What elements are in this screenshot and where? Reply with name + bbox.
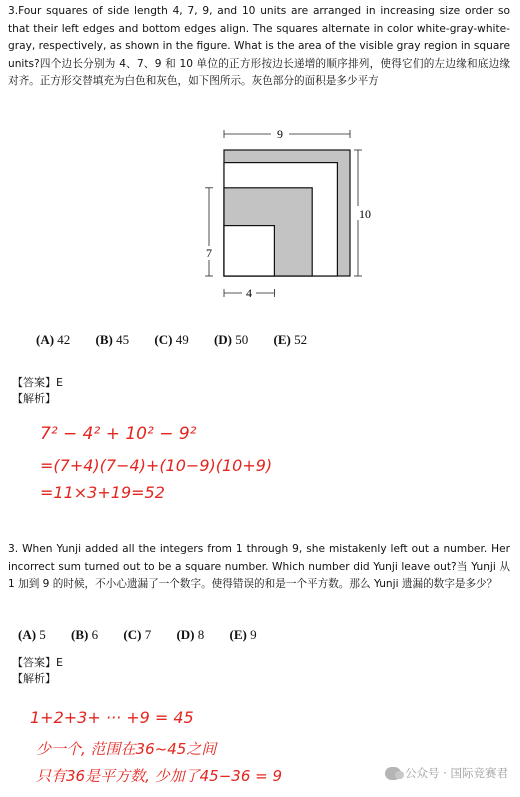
choice-d[interactable]: (D) 8 — [176, 627, 205, 642]
problem-2-text — [8, 541, 510, 594]
choice-e[interactable]: (E) 52 — [273, 332, 308, 347]
problem-2-choices — [18, 627, 279, 643]
choice-a[interactable]: (A) 42 — [36, 332, 71, 347]
label-nine: 9 — [277, 127, 283, 141]
label-four: 4 — [246, 286, 252, 300]
squares-figure — [195, 120, 375, 305]
choice-c[interactable]: (C) 7 — [123, 627, 152, 642]
handwriting-2-line-3: 只有36是平方数, 少加了45−36 = 9 — [36, 767, 283, 785]
handwriting-2-line-1: 1+2+3+ ··· +9 = 45 — [30, 708, 194, 727]
watermark — [385, 765, 508, 781]
problem-1-answer: 【答案】E — [12, 376, 63, 389]
choice-d[interactable]: (D) 50 — [213, 332, 249, 347]
label-ten: 10 — [359, 207, 371, 221]
watermark-text: 公众号 · 国际竞赛君 — [405, 766, 508, 780]
problem-2-analysis-label: 【解析】 — [12, 672, 56, 685]
choice-e[interactable]: (E) 9 — [229, 627, 257, 642]
choice-b[interactable]: (B) 45 — [95, 332, 130, 347]
problem-1-choices — [36, 332, 329, 348]
handwriting-1-line-3: =11×3+19=52 — [40, 483, 165, 502]
problem-2-chinese: 当 Yunji 从 1 加到 9 的时候，不小心遗漏了一个数字。使得错误的和是一个平方数。那么 Yunji 遗漏的数字是多少？ — [8, 560, 510, 590]
problem-2-english: 3. When Yunji added all the integers from 1 through 9, she mistakenly left out a number. Her incorrect sum turned out to be a square number. Which number did Yunji leave out? — [8, 543, 510, 573]
problem-1-text — [8, 3, 510, 91]
choice-a[interactable]: (A) 5 — [18, 627, 46, 642]
handwriting-1-line-1: 7² − 4² + 10² − 9² — [40, 424, 197, 444]
problem-1-english: 3.Four squares of side length 4, 7, 9, and 10 units are arranged in increasing size order so that their left edges and bottom edges align. The squares alternate in color white-gray-white-gray, respectively, as shown in the figure. What is the area of the visible gray region in square units? — [8, 5, 510, 70]
problem-1-analysis-label: 【解析】 — [12, 392, 56, 405]
problem-2-answer: 【答案】E — [12, 656, 63, 669]
handwriting-2-line-2: 少一个, 范围在36~45之间 — [36, 740, 217, 758]
problem-1-chinese: 四个边长分别为 4、7、9 和 10 单位的正方形按边长递增的顺序排列，使得它们的左边缘和底边缘对齐。正方形交替填充为白色和灰色，如下图所示。灰色部分的面积是多少平方 — [8, 57, 510, 87]
choice-b[interactable]: (B) 6 — [71, 627, 99, 642]
label-seven: 7 — [206, 246, 212, 260]
wechat-icon — [385, 767, 401, 780]
choice-c[interactable]: (C) 49 — [154, 332, 189, 347]
handwriting-1-line-2: =(7+4)(7−4)+(10−9)(10+9) — [40, 456, 273, 475]
square-4-white — [224, 226, 274, 276]
